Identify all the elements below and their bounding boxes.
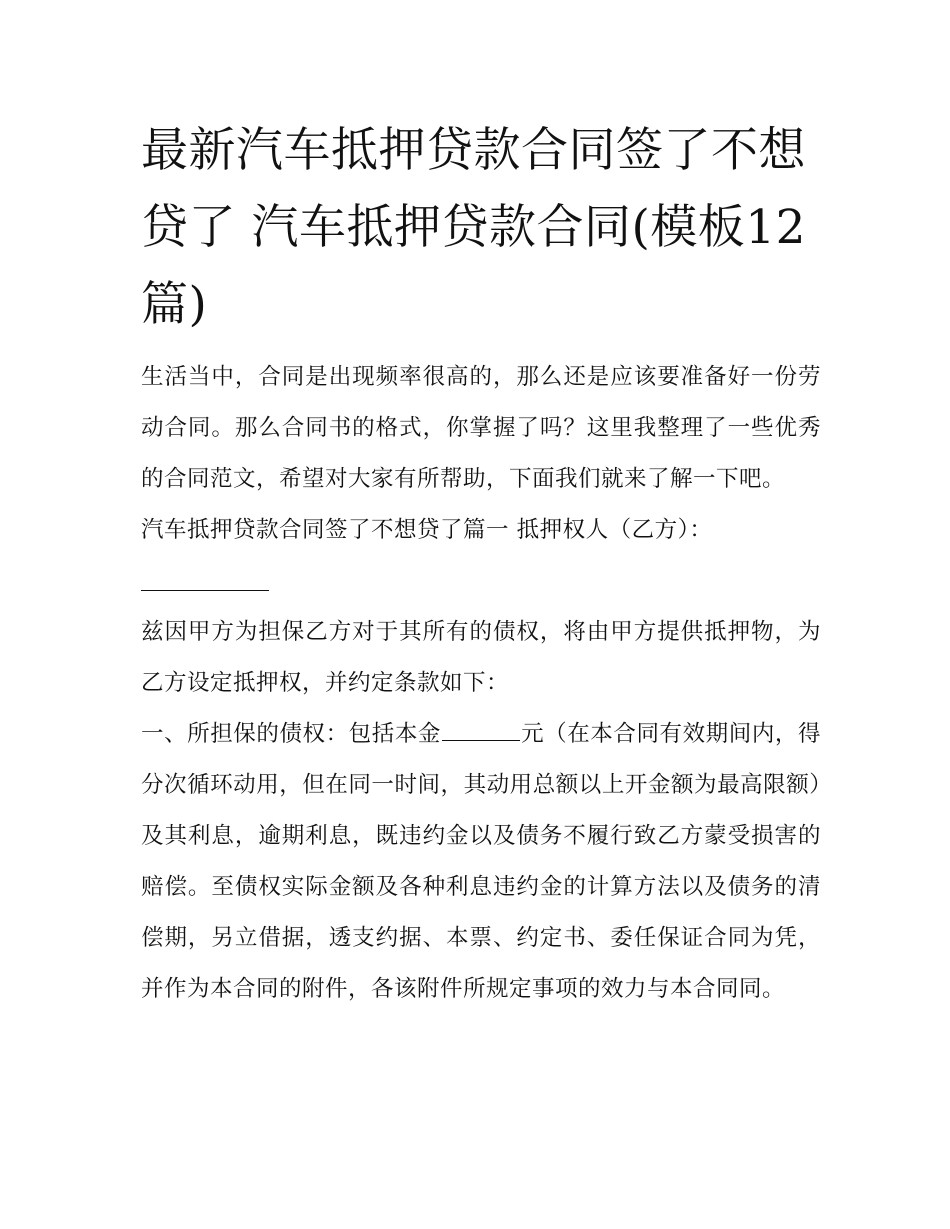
amount-blank xyxy=(442,720,520,741)
section-heading: 汽车抵押贷款合同签了不想贷了篇一 抵押权人（乙方）： xyxy=(141,517,713,543)
preamble-paragraph: 兹因甲方为担保乙方对于其所有的债权，将由甲方提供抵押物，为乙方设定抵押权，并约定条款如下： xyxy=(141,619,821,696)
document-body xyxy=(141,352,821,1015)
clause-1-text-start: 一、所担保的债权：包括本金 xyxy=(141,721,441,747)
intro-paragraph: 生活当中，合同是出现频率很高的，那么还是应该要准备好一份劳动合同。那么合同书的格式，你掌握了吗？这里我整理了一些优秀的合同范文，希望对大家有所帮助，下面我们就来了解一下吧。 xyxy=(141,364,821,492)
fill-in-blank-line xyxy=(141,556,269,607)
document-title: 最新汽车抵押贷款合同签了不想贷了 汽车抵押贷款合同(模板12篇) xyxy=(141,123,807,332)
clause-1-paragraph xyxy=(141,709,821,1015)
clause-1-text-end: 元（在本合同有效期间内，得分次循环动用，但在同一时间，其动用总额以上开金额为最高限额）及其利息，逾期利息，既违约金以及债务不履行致乙方蒙受损害的赔偿。至债权实际金额及各种利息违约金的计算方法以及债务的清偿期，另立借据，透支约据、本票、约定书、委任保证合同为凭，并作为本合同的附件，各该附件所规定事项的效力与本合同同。 xyxy=(141,721,821,1002)
